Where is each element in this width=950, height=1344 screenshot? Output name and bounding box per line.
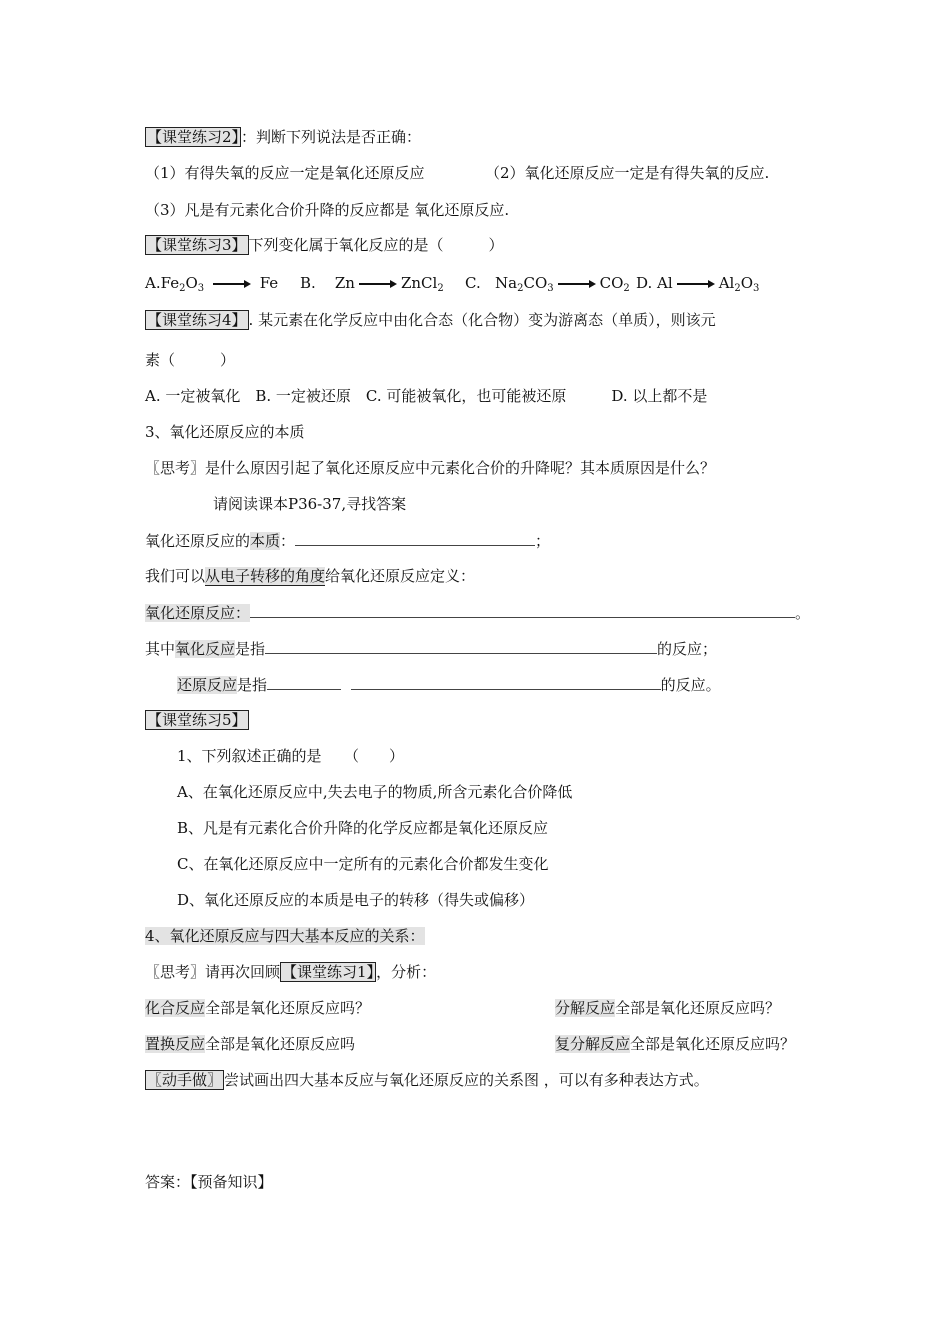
exercise4-heading bbox=[145, 310, 716, 330]
redox-definition-line: 氧化还原反应： 。 bbox=[145, 604, 811, 622]
exercise4-prompt-continued: 素（ ） bbox=[145, 351, 236, 369]
redox-label: 氧化还原反应： bbox=[145, 604, 251, 622]
exercise3-heading bbox=[145, 235, 504, 255]
oxidation-blank[interactable] bbox=[265, 638, 657, 654]
exercise3-prompt: 下列变化属于氧化反应的是（ ） bbox=[248, 236, 504, 254]
reduction-definition-line: 还原反应是指 的反应。 bbox=[177, 676, 721, 694]
answer-section-tag: 【预备知识】 bbox=[190, 1173, 273, 1191]
exercise5-option-c: C、在氧化还原反应中一定所有的元素化合价都发生变化 bbox=[177, 855, 549, 873]
exercise5-heading bbox=[145, 710, 249, 730]
section3-think: 〖思考〗是什么原因引起了氧化还原反应中元素化合价的升降呢？其本质原因是什么？ bbox=[145, 459, 716, 477]
exercise3-option-a: $A.Fe_2O_3$ Fe bbox=[145, 274, 279, 294]
essence-blank[interactable] bbox=[295, 530, 535, 546]
oxidation-definition-line: 其中氧化反应是指 的反应； bbox=[145, 640, 718, 658]
reduction-blank-1[interactable] bbox=[267, 674, 341, 690]
reduction-keyword: 还原反应 bbox=[177, 676, 238, 694]
oxidation-keyword: 氧化反应 bbox=[175, 640, 236, 658]
reaction-arrow-icon bbox=[557, 279, 597, 289]
electron-transfer-phrase: 从电子转移的角度 bbox=[205, 567, 326, 585]
hands-on-line: 〖动手做〗 尝试画出四大基本反应与氧化还原反应的关系图 ，可以有多种表达方式。 bbox=[147, 1071, 709, 1089]
question-double-decomposition: 复分解反应全部是氧化还原反应吗？ bbox=[555, 1035, 796, 1053]
exercise2-item-3: （3）凡是有元素化合价升降的反应都是 氧化还原反应. bbox=[145, 201, 510, 219]
reaction-arrow-icon bbox=[212, 279, 252, 289]
exercise2-tag: 【课堂练习2】 bbox=[147, 128, 240, 146]
formula-al2o3: $Al_2O_3$ bbox=[718, 274, 760, 294]
reaction-arrow-icon bbox=[676, 279, 716, 289]
section4-title: 4、氧化还原反应与四大基本反应的关系： bbox=[145, 927, 425, 945]
answer-line: 答案：【预备知识】 bbox=[145, 1173, 273, 1191]
exercise4-options: A. 一定被氧化 B. 一定被还原 C. 可能被氧化，也可能被还原 D. 以上都不是 bbox=[145, 387, 708, 405]
formula-co2: $CO_2$ bbox=[599, 274, 630, 294]
exercise3-option-d: D. Al $Al_2O_3$ bbox=[636, 274, 760, 294]
formula-zncl2: ZnCl$_2$ bbox=[400, 274, 444, 294]
section3-read: 请阅读课本P36-37,寻找答案 bbox=[213, 495, 407, 513]
exercise3-tag: 【课堂练习3】 bbox=[147, 236, 247, 254]
exercise3-option-c: C. $Na_2CO_3$ $CO_2$ bbox=[465, 274, 630, 294]
redox-blank[interactable] bbox=[250, 602, 795, 618]
question-combination: 化合反应全部是氧化还原反应吗？ bbox=[145, 999, 371, 1017]
exercise2-item-1: （1）有得失氧的反应一定是氧化还原反应 bbox=[145, 164, 425, 182]
reduction-blank-2[interactable] bbox=[351, 674, 661, 690]
exercise4-prompt: . 某元素在化学反应中由化合态（化合物）变为游离态（单质），则该元 bbox=[248, 311, 716, 329]
exercise4-tag: 【课堂练习4】 bbox=[147, 311, 247, 329]
formula-fe2o3: $Fe_2O_3$ bbox=[160, 274, 205, 294]
exercise5-option-b: B、凡是有元素化合价升降的化学反应都是氧化还原反应 bbox=[177, 819, 549, 837]
reaction-arrow-icon bbox=[358, 279, 398, 289]
exercise5-tag: 【课堂练习5】 bbox=[147, 711, 247, 729]
essence-keyword: 本质 bbox=[250, 532, 281, 550]
exercise3-option-b: B. Zn ZnCl$_2$ bbox=[300, 274, 444, 294]
exercise1-reference: 【课堂练习1】 bbox=[282, 963, 375, 981]
definition-line: 我们可以从电子转移的角度给氧化还原反应定义： bbox=[145, 567, 476, 585]
exercise2-item-2: （2）氧化还原反应一定是有得失氧的反应. bbox=[485, 164, 770, 182]
exercise5-option-d: D、氧化还原反应的本质是电子的转移（得失或偏移） bbox=[177, 891, 535, 909]
section4-think: 〖思考〗请再次回顾 【课堂练习1】 ，分析： bbox=[145, 963, 437, 981]
question-decomposition: 分解反应全部是氧化还原反应吗？ bbox=[555, 999, 781, 1017]
exercise5-question: 1、下列叙述正确的是 （ ） bbox=[177, 747, 405, 765]
exercise5-option-a: A、在氧化还原反应中,失去电子的物质,所含元素化合价降低 bbox=[177, 783, 573, 801]
exercise2-prompt: ：判断下列说法是否正确： bbox=[241, 128, 422, 146]
section3-title: 3、氧化还原反应的本质 bbox=[145, 423, 305, 441]
hands-on-tag: 〖动手做〗 bbox=[147, 1071, 223, 1089]
essence-line: 氧化还原反应的本质： ； bbox=[145, 532, 551, 550]
question-displacement: 置换反应全部是氧化还原反应吗 bbox=[145, 1035, 356, 1053]
exercise2-heading bbox=[145, 127, 421, 147]
formula-na2co3: $Na_2CO_3$ bbox=[495, 274, 554, 294]
